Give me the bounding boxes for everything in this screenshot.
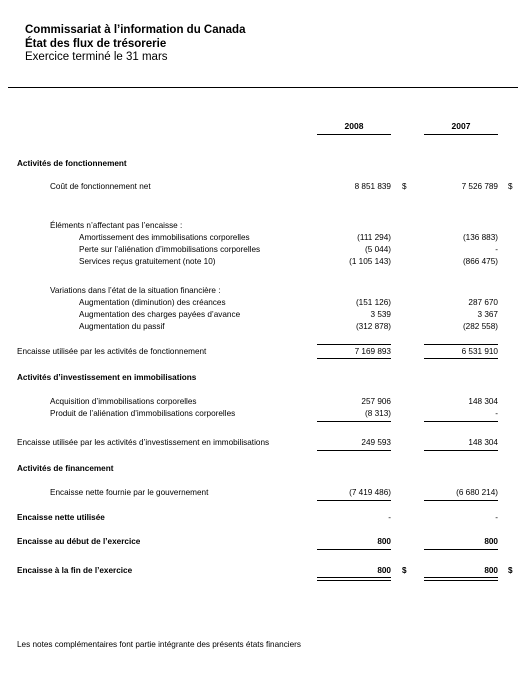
value-2007: 800 (484, 537, 498, 546)
section-title: Activités de fonctionnement (17, 159, 127, 168)
row-label: Augmentation des charges payées d’avance (79, 310, 241, 319)
value-2007: (282 558) (462, 322, 498, 331)
row-variations-heading (0, 285, 527, 297)
subtotal-line (424, 549, 498, 550)
row-amortization (0, 232, 527, 244)
value-2008: 257 906 (361, 397, 391, 406)
row-label: Encaisse utilisée par les activités de fonctionnement (17, 347, 207, 356)
value-2007: - (495, 409, 498, 418)
row-net-cost (0, 181, 527, 193)
row-label: Encaisse au début de l’exercice (17, 537, 141, 546)
row-cash-end (0, 565, 527, 577)
row-label: Coût de fonctionnement net (50, 182, 151, 191)
value-2007: 3 367 (477, 310, 498, 319)
row-proceeds (0, 408, 527, 420)
total-underline (424, 358, 498, 359)
value-2007: (6 680 214) (456, 488, 498, 497)
section-operating (0, 158, 527, 170)
value-2008: 800 (377, 537, 391, 546)
currency-symbol: $ (402, 566, 407, 575)
row-cash-investing (0, 437, 527, 449)
row-gov-funding (0, 487, 527, 499)
row-services-free (0, 256, 527, 268)
value-2008: (111 294) (357, 233, 391, 242)
row-net-cash-used (0, 512, 527, 524)
row-label: Encaisse à la fin de l’exercice (17, 566, 133, 575)
double-underline (424, 580, 498, 581)
value-2007: (866 475) (462, 257, 498, 266)
row-non-cash-heading (0, 220, 527, 232)
section-financing (0, 463, 527, 475)
row-cash-begin (0, 536, 527, 548)
subtotal-line (424, 500, 498, 501)
subtotal-line (317, 500, 391, 501)
subtotal-line (424, 344, 498, 345)
year-2007-header: 2007 (451, 121, 471, 131)
value-2008: 7 169 893 (354, 347, 391, 356)
row-loss-disposal (0, 244, 527, 256)
value-2008: 3 539 (370, 310, 391, 319)
section-title: Activités d’investissement en immobilisations (17, 373, 197, 382)
currency-symbol: $ (508, 566, 513, 575)
value-2007: (136 883) (462, 233, 498, 242)
value-2007: - (495, 245, 498, 254)
statement-header (25, 24, 245, 65)
value-2007: 148 304 (468, 438, 498, 447)
row-label: Augmentation (diminution) des créances (79, 298, 226, 307)
row-label: Produit de l’aliénation d’immobilisations corporelles (50, 409, 236, 418)
value-2008: (8 313) (365, 409, 391, 418)
subtotal-line (317, 549, 391, 550)
value-2008: (151 126) (355, 298, 391, 307)
value-2007: 6 531 910 (461, 347, 498, 356)
row-label: Amortissement des immobilisations corporelles (79, 233, 250, 242)
value-2007: 148 304 (468, 397, 498, 406)
double-underline (317, 580, 391, 581)
subtotal-line (317, 344, 391, 345)
value-2008: 8 851 839 (354, 182, 391, 191)
row-label: Encaisse nette utilisée (17, 513, 105, 522)
year-2008-header: 2008 (344, 121, 364, 131)
row-label: Variations dans l’état de la situation financière : (50, 286, 221, 295)
value-2007: 287 670 (468, 298, 498, 307)
row-prepaid (0, 309, 527, 321)
value-2008: (312 878) (355, 322, 391, 331)
value-2008: - (388, 513, 391, 522)
subtotal-line (317, 421, 391, 422)
value-2007: - (495, 513, 498, 522)
row-label: Services reçus gratuitement (note 10) (79, 257, 216, 266)
row-label: Éléments n’affectant pas l’encaisse : (50, 221, 183, 230)
currency-symbol: $ (402, 182, 407, 191)
value-2007: 800 (484, 566, 498, 575)
value-2008: 800 (377, 566, 391, 575)
total-underline (317, 450, 391, 451)
organization-name: Commissariat à l’information du Canada (25, 24, 246, 36)
value-2008: (7 419 486) (349, 488, 391, 497)
footnote: Les notes complémentaires font partie intégrante des présents états financiers (17, 640, 301, 649)
double-underline (424, 577, 498, 578)
section-title: Activités de financement (17, 464, 114, 473)
value-2008: (5 044) (365, 245, 391, 254)
row-cash-operating (0, 346, 527, 358)
subtotal-line (424, 421, 498, 422)
year-underline (317, 134, 391, 135)
row-label: Augmentation du passif (79, 322, 165, 331)
double-underline (317, 577, 391, 578)
row-acquisition (0, 396, 527, 408)
statement-title: État des flux de trésorerie (25, 37, 167, 50)
row-label: Encaisse nette fournie par le gouvernement (50, 488, 209, 497)
value-2008: 249 593 (361, 438, 391, 447)
section-investing (0, 372, 527, 384)
statement-period: Exercice terminé le 31 mars (25, 51, 168, 63)
value-2007: 7 526 789 (461, 182, 498, 191)
row-label: Encaisse utilisée par les activités d’investissement en immobilisations (17, 438, 270, 447)
year-underline (424, 134, 498, 135)
row-label: Perte sur l’aliénation d’immobilisations corporelles (79, 245, 261, 254)
header-divider (8, 87, 518, 88)
value-2008: (1 105 143) (349, 257, 391, 266)
row-label: Acquisition d’immobilisations corporelles (50, 397, 197, 406)
row-liabilities (0, 321, 527, 333)
row-receivables (0, 297, 527, 309)
currency-symbol: $ (508, 182, 513, 191)
total-underline (317, 358, 391, 359)
total-underline (424, 450, 498, 451)
